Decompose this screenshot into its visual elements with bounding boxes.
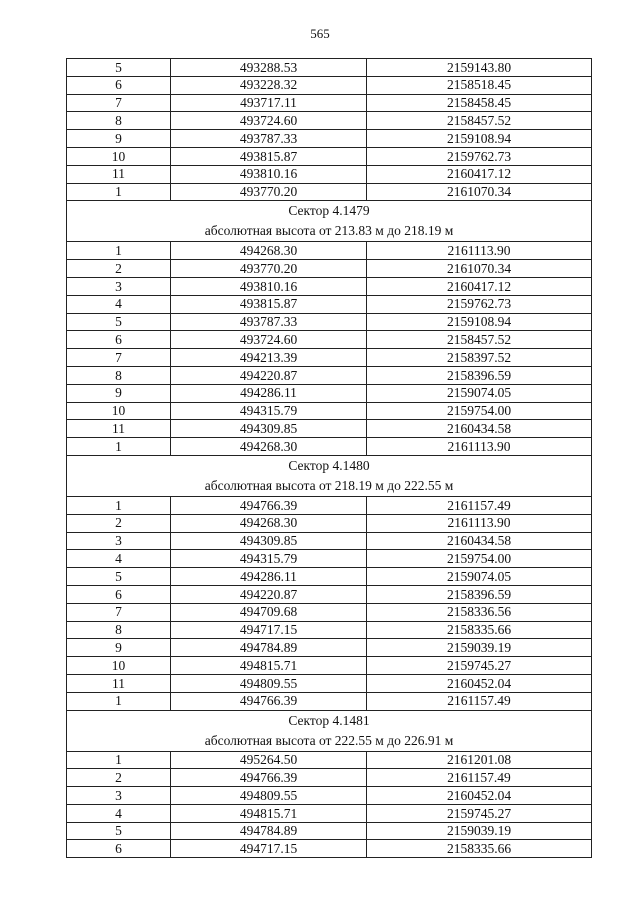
y-coordinate-cell: 2159039.19: [367, 639, 592, 657]
y-coordinate-cell: 2161157.49: [367, 496, 592, 514]
x-coordinate-cell: 494717.15: [171, 840, 367, 858]
point-number-cell: 8: [67, 112, 171, 130]
point-number-cell: 4: [67, 550, 171, 568]
table-row: [67, 550, 592, 568]
y-coordinate-cell: 2159108.94: [367, 130, 592, 148]
x-coordinate-cell: 495264.50: [171, 751, 367, 769]
point-number-cell: 6: [67, 840, 171, 858]
table-row: [67, 260, 592, 278]
y-coordinate-cell: 2161070.34: [367, 183, 592, 201]
point-number-cell: 7: [67, 603, 171, 621]
x-coordinate-cell: 494220.87: [171, 366, 367, 384]
point-number-cell: 6: [67, 76, 171, 94]
table-row: [67, 438, 592, 456]
y-coordinate-cell: 2158335.66: [367, 840, 592, 858]
x-coordinate-cell: 493228.32: [171, 76, 367, 94]
x-coordinate-cell: 494709.68: [171, 603, 367, 621]
y-coordinate-cell: 2158397.52: [367, 349, 592, 367]
y-coordinate-cell: 2159745.27: [367, 804, 592, 822]
x-coordinate-cell: 494784.89: [171, 639, 367, 657]
point-number-cell: 4: [67, 295, 171, 313]
point-number-cell: 2: [67, 260, 171, 278]
point-number-cell: 1: [67, 183, 171, 201]
table-row: [67, 295, 592, 313]
x-coordinate-cell: 494784.89: [171, 822, 367, 840]
y-coordinate-cell: 2159745.27: [367, 657, 592, 675]
y-coordinate-cell: 2158457.52: [367, 331, 592, 349]
x-coordinate-cell: 494766.39: [171, 496, 367, 514]
point-number-cell: 6: [67, 331, 171, 349]
sector-title: Сектор 4.1480: [288, 457, 370, 473]
y-coordinate-cell: 2159074.05: [367, 568, 592, 586]
x-coordinate-cell: 493815.87: [171, 295, 367, 313]
y-coordinate-cell: 2159762.73: [367, 147, 592, 165]
table-row: [67, 639, 592, 657]
page-number: 565: [310, 26, 330, 41]
table-row: [67, 514, 592, 532]
y-coordinate-cell: 2161070.34: [367, 260, 592, 278]
table-row: [67, 331, 592, 349]
x-coordinate-cell: 494268.30: [171, 242, 367, 260]
point-number-cell: 11: [67, 674, 171, 692]
sector-header-cell: [67, 710, 592, 751]
table-row: [67, 277, 592, 295]
point-number-cell: 3: [67, 277, 171, 295]
y-coordinate-cell: 2158458.45: [367, 94, 592, 112]
table-row: [67, 840, 592, 858]
table-row: [67, 147, 592, 165]
point-number-cell: 11: [67, 165, 171, 183]
table-row: [67, 349, 592, 367]
point-number-cell: 9: [67, 130, 171, 148]
point-number-cell: 11: [67, 420, 171, 438]
point-number-cell: 9: [67, 639, 171, 657]
table-row: [67, 751, 592, 769]
table-row: [67, 420, 592, 438]
x-coordinate-cell: 493770.20: [171, 260, 367, 278]
x-coordinate-cell: 494268.30: [171, 438, 367, 456]
x-coordinate-cell: 494268.30: [171, 514, 367, 532]
y-coordinate-cell: 2159143.80: [367, 59, 592, 77]
table-row: [67, 603, 592, 621]
y-coordinate-cell: 2158336.56: [367, 603, 592, 621]
point-number-cell: 1: [67, 496, 171, 514]
y-coordinate-cell: 2161201.08: [367, 751, 592, 769]
x-coordinate-cell: 494315.79: [171, 402, 367, 420]
x-coordinate-cell: 493724.60: [171, 331, 367, 349]
y-coordinate-cell: 2158396.59: [367, 585, 592, 603]
x-coordinate-cell: 494213.39: [171, 349, 367, 367]
x-coordinate-cell: 494815.71: [171, 657, 367, 675]
table-row: [67, 76, 592, 94]
y-coordinate-cell: 2161113.90: [367, 514, 592, 532]
point-number-cell: 4: [67, 804, 171, 822]
x-coordinate-cell: 493787.33: [171, 313, 367, 331]
x-coordinate-cell: 493810.16: [171, 277, 367, 295]
table-row: [67, 94, 592, 112]
sector-altitude-range: абсолютная высота от 213.83 м до 218.19 м: [204, 223, 454, 239]
x-coordinate-cell: 494766.39: [171, 769, 367, 787]
sector-header-row: [67, 455, 592, 496]
x-coordinate-cell: 493288.53: [171, 59, 367, 77]
table-row: [67, 112, 592, 130]
y-coordinate-cell: 2161113.90: [367, 242, 592, 260]
y-coordinate-cell: 2159754.00: [367, 402, 592, 420]
point-number-cell: 5: [67, 822, 171, 840]
x-coordinate-cell: 494809.55: [171, 674, 367, 692]
table-row: [67, 787, 592, 805]
y-coordinate-cell: 2160417.12: [367, 277, 592, 295]
x-coordinate-cell: 494809.55: [171, 787, 367, 805]
y-coordinate-cell: 2161113.90: [367, 438, 592, 456]
point-number-cell: 9: [67, 384, 171, 402]
point-number-cell: 10: [67, 402, 171, 420]
point-number-cell: 5: [67, 568, 171, 586]
point-number-cell: 5: [67, 59, 171, 77]
y-coordinate-cell: 2160417.12: [367, 165, 592, 183]
x-coordinate-cell: 493787.33: [171, 130, 367, 148]
x-coordinate-cell: 494315.79: [171, 550, 367, 568]
point-number-cell: 1: [67, 242, 171, 260]
sector-header-cell: [67, 455, 592, 496]
point-number-cell: 10: [67, 147, 171, 165]
x-coordinate-cell: 493770.20: [171, 183, 367, 201]
y-coordinate-cell: 2160434.58: [367, 532, 592, 550]
table-row: [67, 402, 592, 420]
y-coordinate-cell: 2160434.58: [367, 420, 592, 438]
y-coordinate-cell: 2159754.00: [367, 550, 592, 568]
x-coordinate-cell: 494220.87: [171, 585, 367, 603]
table-row: [67, 130, 592, 148]
table-row: [67, 59, 592, 77]
table-row: [67, 384, 592, 402]
y-coordinate-cell: 2159039.19: [367, 822, 592, 840]
sector-title: Сектор 4.1481: [288, 712, 370, 728]
point-number-cell: 3: [67, 532, 171, 550]
x-coordinate-cell: 493724.60: [171, 112, 367, 130]
table-row: [67, 165, 592, 183]
y-coordinate-cell: 2160452.04: [367, 674, 592, 692]
coordinates-table-body: [67, 59, 592, 858]
y-coordinate-cell: 2159762.73: [367, 295, 592, 313]
y-coordinate-cell: 2158518.45: [367, 76, 592, 94]
table-row: [67, 657, 592, 675]
x-coordinate-cell: 494766.39: [171, 692, 367, 710]
table-row: [67, 674, 592, 692]
x-coordinate-cell: 493815.87: [171, 147, 367, 165]
table-row: [67, 568, 592, 586]
point-number-cell: 10: [67, 657, 171, 675]
x-coordinate-cell: 493810.16: [171, 165, 367, 183]
x-coordinate-cell: 493717.11: [171, 94, 367, 112]
point-number-cell: 3: [67, 787, 171, 805]
x-coordinate-cell: 494286.11: [171, 384, 367, 402]
x-coordinate-cell: 494815.71: [171, 804, 367, 822]
table-row: [67, 366, 592, 384]
sector-header-row: [67, 201, 592, 242]
point-number-cell: 5: [67, 313, 171, 331]
coordinates-table: [66, 58, 592, 858]
sector-altitude-range: абсолютная высота от 222.55 м до 226.91 м: [204, 732, 454, 748]
table-row: [67, 585, 592, 603]
table-row: [67, 621, 592, 639]
sector-header-cell: [67, 201, 592, 242]
point-number-cell: 1: [67, 438, 171, 456]
table-row: [67, 313, 592, 331]
y-coordinate-cell: 2159108.94: [367, 313, 592, 331]
table-row: [67, 183, 592, 201]
table-row: [67, 532, 592, 550]
y-coordinate-cell: 2160452.04: [367, 787, 592, 805]
y-coordinate-cell: 2159074.05: [367, 384, 592, 402]
point-number-cell: 2: [67, 514, 171, 532]
y-coordinate-cell: 2158335.66: [367, 621, 592, 639]
table-row: [67, 804, 592, 822]
point-number-cell: 8: [67, 621, 171, 639]
x-coordinate-cell: 494717.15: [171, 621, 367, 639]
table-row: [67, 496, 592, 514]
y-coordinate-cell: 2158396.59: [367, 366, 592, 384]
point-number-cell: 6: [67, 585, 171, 603]
point-number-cell: 2: [67, 769, 171, 787]
y-coordinate-cell: 2158457.52: [367, 112, 592, 130]
table-row: [67, 692, 592, 710]
point-number-cell: 1: [67, 692, 171, 710]
table-row: [67, 769, 592, 787]
point-number-cell: 7: [67, 349, 171, 367]
x-coordinate-cell: 494309.85: [171, 532, 367, 550]
table-row: [67, 822, 592, 840]
sector-altitude-range: абсолютная высота от 218.19 м до 222.55 м: [204, 477, 454, 493]
point-number-cell: 8: [67, 366, 171, 384]
table-row: [67, 242, 592, 260]
sector-header-row: [67, 710, 592, 751]
x-coordinate-cell: 494309.85: [171, 420, 367, 438]
sector-title: Сектор 4.1479: [288, 203, 370, 219]
point-number-cell: 7: [67, 94, 171, 112]
y-coordinate-cell: 2161157.49: [367, 769, 592, 787]
point-number-cell: 1: [67, 751, 171, 769]
x-coordinate-cell: 494286.11: [171, 568, 367, 586]
y-coordinate-cell: 2161157.49: [367, 692, 592, 710]
